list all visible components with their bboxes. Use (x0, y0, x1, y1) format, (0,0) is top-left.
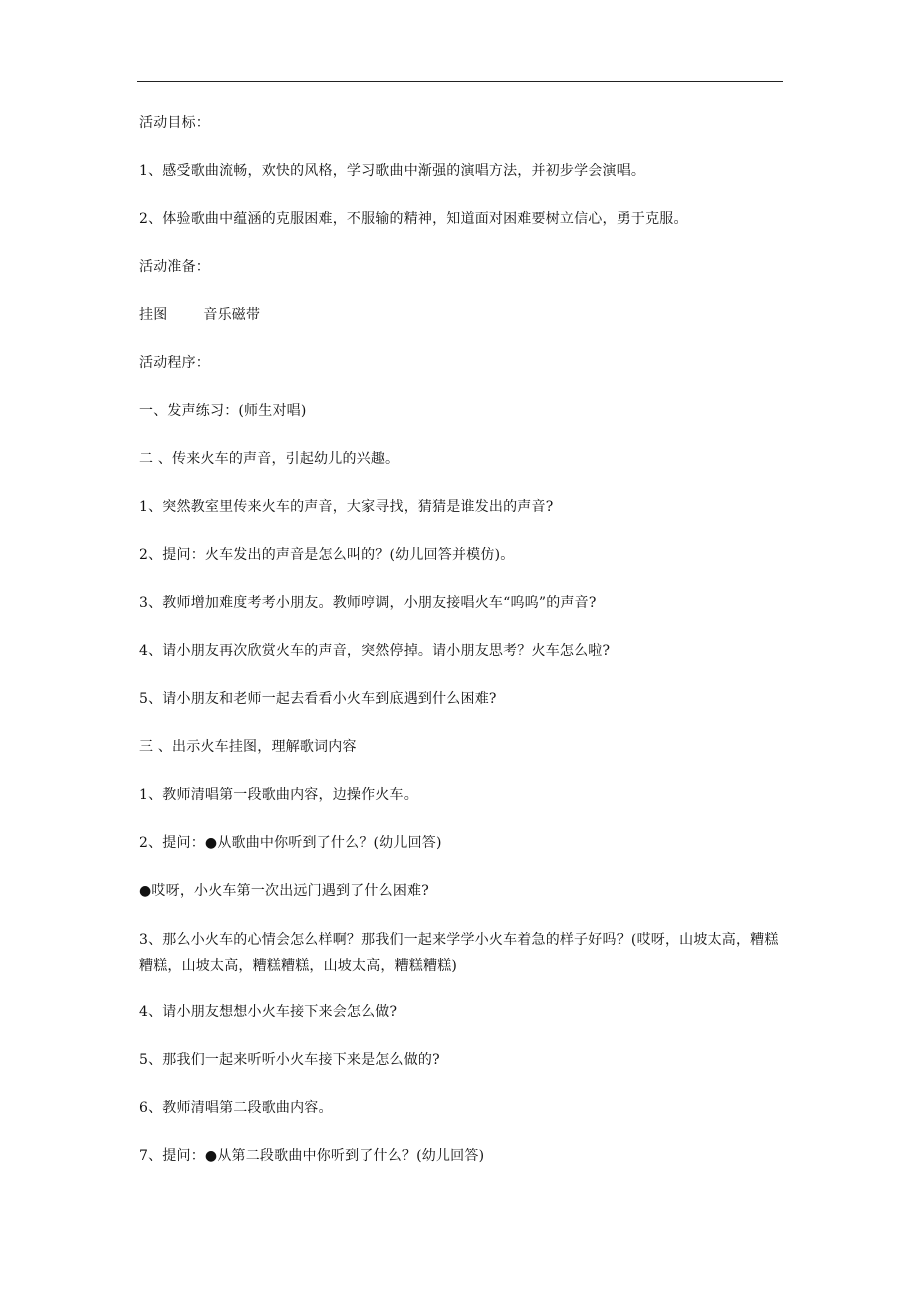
step2-item-3: 3、教师增加难度考考小朋友。教师哼调，小朋友接唱火车“呜呜”的声音? (139, 595, 597, 611)
procedure-step-3: 三 、出示火车挂图，理解歌词内容 (139, 739, 357, 755)
step3-item-1: 1、教师清唱第一段歌曲内容，边操作火车。 (139, 787, 418, 803)
preparation-item-tape: 音乐磁带 (203, 307, 261, 323)
preparation-item-chart: 挂图 (139, 307, 168, 323)
header-rule (137, 81, 783, 82)
step3-item-7: 7、提问：●从第二段歌曲中你听到了什么？(幼儿回答) (139, 1148, 485, 1164)
step2-item-1: 1、突然教室里传来火车的声音，大家寻找，猜猜是谁发出的声音? (139, 499, 554, 515)
section-heading-procedure: 活动程序： (139, 355, 210, 371)
step3-item-5: 5、那我们一起来听听小火车接下来是怎么做的? (139, 1052, 440, 1068)
section-heading-goals: 活动目标： (139, 115, 210, 131)
procedure-step-1: 一、发声练习：(师生对唱) (139, 403, 307, 419)
goal-item-1: 1、感受歌曲流畅，欢快的风格，学习歌曲中渐强的演唱方法，并初步学会演唱。 (139, 163, 646, 179)
step2-item-4: 4、请小朋友再次欣赏火车的声音，突然停掉。请小朋友思考？火车怎么啦? (139, 643, 611, 659)
preparation-items (139, 303, 789, 327)
step3-item-2: 2、提问：●从歌曲中你听到了什么？(幼儿回答) (139, 835, 442, 851)
step3-item-6: 6、教师清唱第二段歌曲内容。 (139, 1100, 333, 1116)
section-heading-preparation: 活动准备： (139, 259, 210, 275)
step3-item-2-followup: ●哎呀，小火车第一次出远门遇到了什么困难? (139, 883, 429, 899)
procedure-step-2: 二 、传来火车的声音，引起幼儿的兴趣。 (139, 451, 400, 467)
step2-item-5: 5、请小朋友和老师一起去看看小火车到底遇到什么困难? (139, 691, 497, 707)
goal-item-2: 2、体验歌曲中蕴涵的克服困难，不服输的精神，知道面对困难要树立信心，勇于克服。 (139, 211, 688, 227)
step2-item-2: 2、提问：火车发出的声音是怎么叫的？(幼儿回答并模仿)。 (139, 547, 515, 563)
step3-item-3: 3、那么小火车的心情会怎么样啊？那我们一起来学学小火车着急的样子好吗？(哎呀，山坡太高，糟糕糟糕，山坡太高，糟糕糟糕，山坡太高，糟糕糟糕) (139, 932, 779, 974)
step3-item-4: 4、请小朋友想想小火车接下来会怎么做? (139, 1004, 398, 1020)
